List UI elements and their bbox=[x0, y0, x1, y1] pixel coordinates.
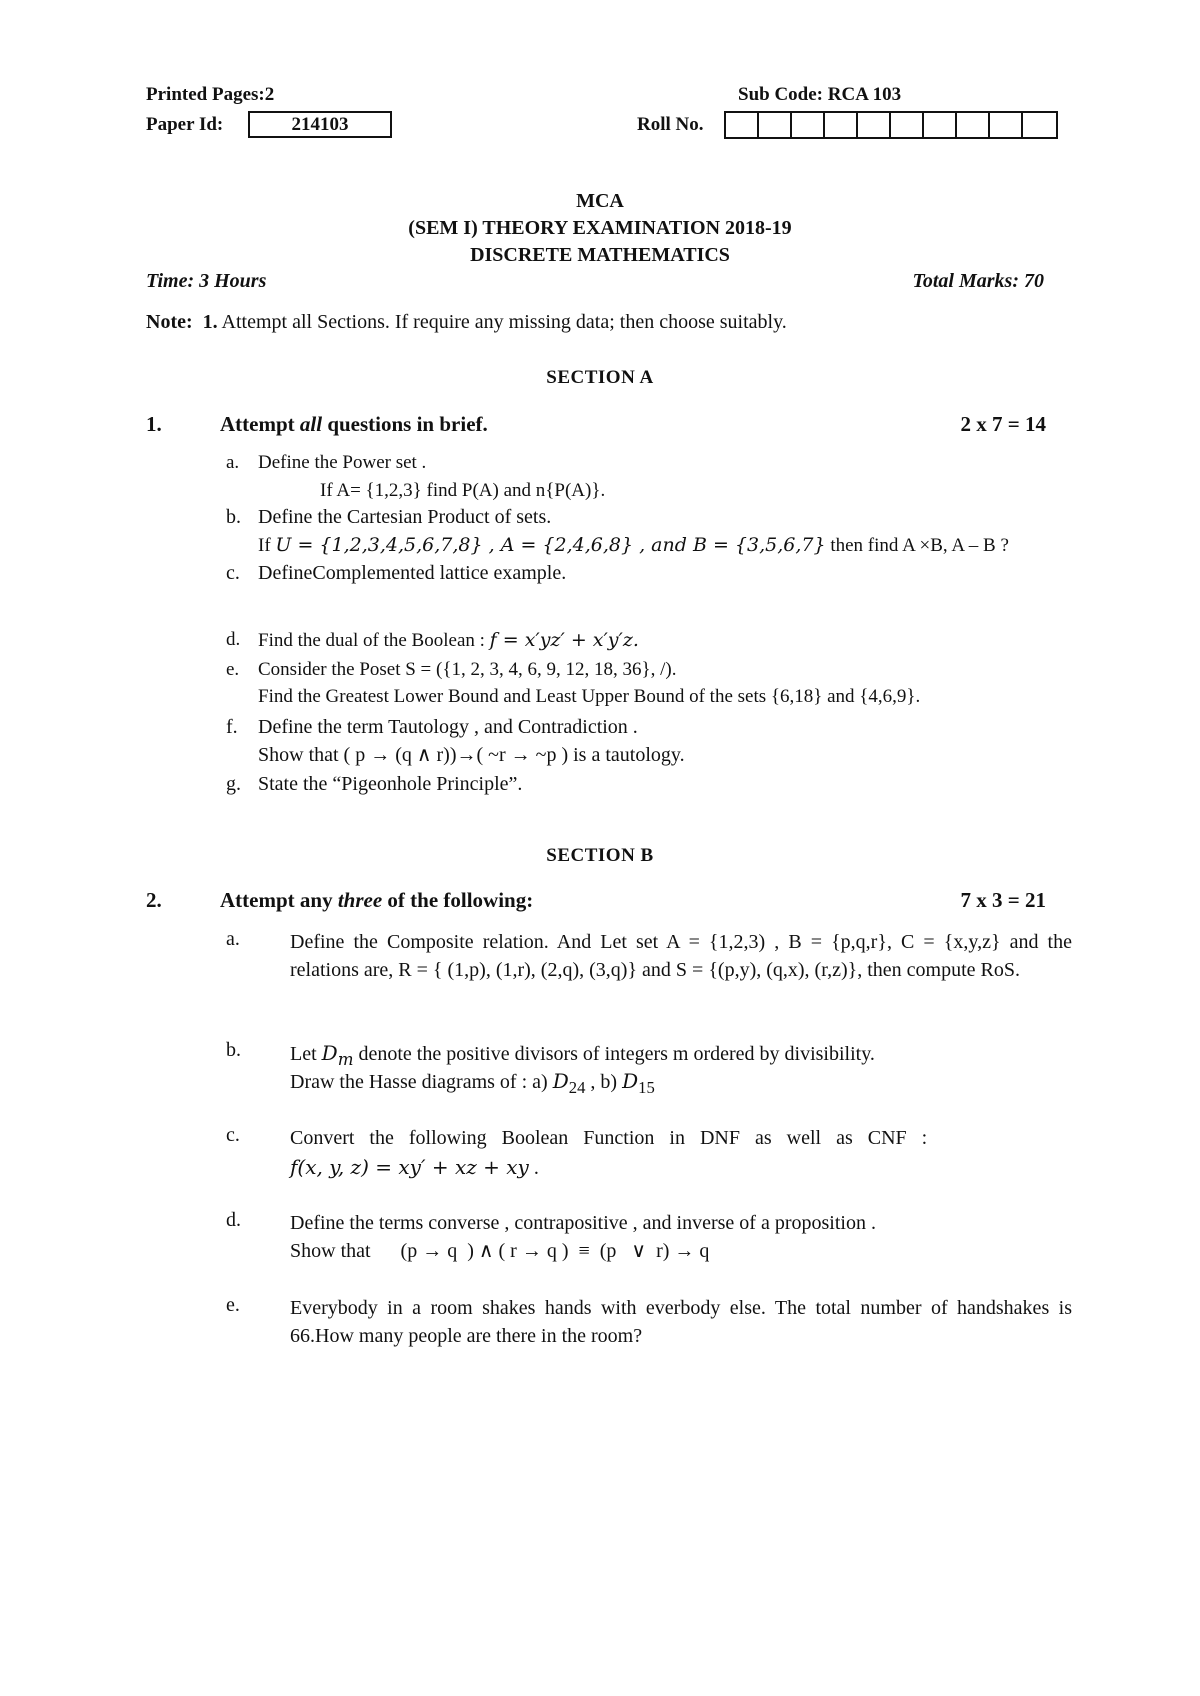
text-part: Let bbox=[290, 1043, 322, 1065]
header-row-2 bbox=[146, 114, 1066, 142]
total-marks: Total Marks: 70 bbox=[912, 270, 1044, 292]
math-expression: f(x, y, z) = xy′ + xz + xy bbox=[290, 1155, 529, 1179]
item-label: g. bbox=[226, 773, 241, 795]
math-expression: D bbox=[321, 1041, 338, 1065]
item-text: Define the Power set . bbox=[258, 452, 427, 473]
item-text bbox=[258, 626, 639, 655]
math-expression: U = {1,2,3,4,5,6,7,8} , A = {2,4,6,8} , and B = {3,5,6,7} bbox=[275, 534, 826, 556]
program-title: MCA bbox=[576, 190, 624, 212]
item-text bbox=[290, 1153, 1072, 1182]
instruction-part: Attempt any bbox=[220, 888, 338, 912]
roll-digit-box bbox=[792, 113, 825, 137]
question-instruction bbox=[220, 412, 488, 437]
roll-digit-box bbox=[726, 113, 759, 137]
exam-title: (SEM I) THEORY EXAMINATION 2018-19 bbox=[408, 217, 792, 239]
item-label: c. bbox=[226, 562, 240, 584]
header-row-1 bbox=[146, 84, 1066, 112]
item-text: Convert the following Boolean Function in DNF as well as CNF : bbox=[290, 1127, 928, 1149]
note-label: Note: bbox=[146, 311, 193, 333]
question-number: 1. bbox=[146, 412, 162, 436]
roll-digit-box bbox=[759, 113, 792, 137]
exam-time: Time: 3 Hours bbox=[146, 270, 267, 292]
question-instruction bbox=[220, 888, 533, 913]
text-part: then find A ×B, A – B ? bbox=[825, 535, 1009, 556]
item-text: State the “Pigeonhole Principle”. bbox=[258, 773, 523, 795]
item-text bbox=[290, 1067, 1072, 1102]
note bbox=[146, 311, 787, 334]
item-label: b. bbox=[226, 506, 241, 528]
math-subscript: 15 bbox=[638, 1078, 655, 1097]
item-text: DefineComplemented lattice example. bbox=[258, 562, 567, 584]
roll-digit-box bbox=[858, 113, 891, 137]
item-label: d. bbox=[226, 629, 241, 650]
roll-no-boxes bbox=[724, 111, 1058, 139]
subject-title: DISCRETE MATHEMATICS bbox=[470, 244, 730, 266]
item-label: f. bbox=[226, 716, 238, 738]
text-part: . bbox=[528, 1157, 539, 1179]
roll-digit-box bbox=[924, 113, 957, 137]
item-text: If A= {1,2,3} find P(A) and n{P(A)}. bbox=[320, 480, 606, 501]
math-subscript: m bbox=[337, 1050, 354, 1069]
math-subscript: 24 bbox=[568, 1078, 586, 1097]
item-text bbox=[258, 531, 1009, 560]
item-label: e. bbox=[226, 1294, 240, 1316]
paper-id-box: 214103 bbox=[248, 111, 392, 138]
instruction-part: of the following: bbox=[382, 888, 534, 912]
instruction-part: questions in brief. bbox=[322, 412, 488, 436]
roll-digit-box bbox=[990, 113, 1023, 137]
text-part: , b) bbox=[585, 1071, 623, 1093]
roll-digit-box bbox=[1023, 113, 1056, 137]
instruction-emphasis: all bbox=[299, 412, 323, 436]
text-part: If bbox=[258, 535, 276, 556]
note-text: Attempt all Sections. If require any missing data; then choose suitably. bbox=[221, 311, 787, 333]
item-label: e. bbox=[226, 659, 240, 680]
item-text: Define the Cartesian Product of sets. bbox=[258, 506, 552, 528]
text-part: denote the positive divisors of integers m ordered by divisibility. bbox=[353, 1043, 875, 1065]
item-text: Define the terms converse , contrapositive , and inverse of a proposition . bbox=[290, 1212, 876, 1234]
roll-no-label: Roll No. bbox=[637, 114, 704, 135]
list-item bbox=[226, 449, 239, 477]
item-label: b. bbox=[226, 1039, 241, 1061]
question-number: 2. bbox=[146, 888, 162, 912]
paper-id-label: Paper Id: bbox=[146, 114, 224, 135]
item-label: d. bbox=[226, 1209, 241, 1231]
question-marks: 7 x 3 = 21 bbox=[960, 888, 1046, 912]
instruction-part: Attempt bbox=[220, 412, 300, 436]
item-label: c. bbox=[226, 1124, 240, 1146]
item-label: a. bbox=[226, 928, 240, 950]
roll-digit-box bbox=[891, 113, 924, 137]
section-a-title: SECTION A bbox=[546, 367, 654, 388]
question-marks: 2 x 7 = 14 bbox=[960, 412, 1046, 436]
text-part: Draw the Hasse diagrams of : a) bbox=[290, 1071, 553, 1093]
text-part: Find the dual of the Boolean : bbox=[258, 630, 490, 651]
item-text: Show that (p → q ) ∧ ( r → q ) ≡ (p ∨ r) → q bbox=[290, 1240, 710, 1262]
note-number: 1. bbox=[202, 311, 218, 333]
math-expression: D bbox=[622, 1069, 639, 1093]
roll-digit-box bbox=[957, 113, 990, 137]
item-text: Show that ( p → (q ∧ r))→( ~r → ~p ) is a tautology. bbox=[258, 744, 685, 766]
math-expression: f = x′yz′ + x′y′z. bbox=[489, 629, 639, 651]
item-text: Define the term Tautology , and Contradiction . bbox=[258, 716, 638, 738]
item-text: Everybody in a room shakes hands with everbody else. The total number of handshakes is 66.How many people are there in the room? bbox=[290, 1297, 1072, 1347]
section-b-title: SECTION B bbox=[546, 845, 654, 866]
math-expression: D bbox=[552, 1069, 569, 1093]
sub-code: Sub Code: RCA 103 bbox=[738, 84, 902, 105]
item-text: Find the Greatest Lower Bound and Least Upper Bound of the sets {6,18} and {4,6,9}. bbox=[258, 686, 921, 707]
printed-pages: Printed Pages:2 bbox=[146, 84, 275, 105]
instruction-emphasis: three bbox=[337, 888, 383, 912]
roll-digit-box bbox=[825, 113, 858, 137]
item-text: Consider the Poset S = ({1, 2, 3, 4, 6, 9, 12, 18, 36}, /). bbox=[258, 659, 677, 680]
item-label: a. bbox=[226, 452, 240, 473]
item-text: Define the Composite relation. And Let set A = {1,2,3) , B = {p,q,r}, C = {x,y,z} and the relations are, R = { (1,p), (1,r), (2,q), (3,q)} and S = {(p,y), (q,x), (r,z)}, then compute RoS. bbox=[290, 931, 1072, 981]
